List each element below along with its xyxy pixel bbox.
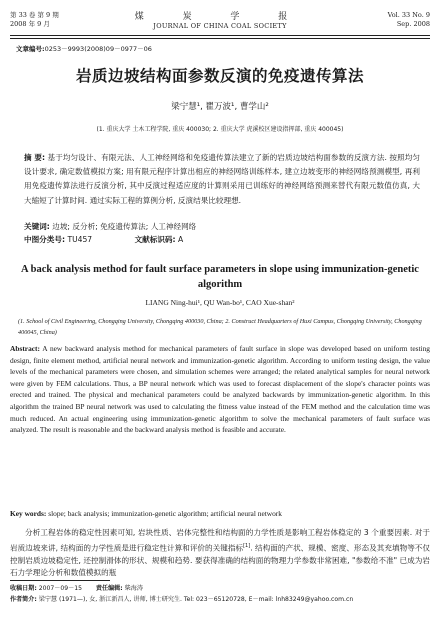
chinese-keywords-label: 关键词: <box>24 222 50 231</box>
english-authors: LIANG Ning-hui¹, QU Wan-bo¹, CAO Xue-shan² <box>145 298 295 307</box>
journal-title-en: JOURNAL OF CHINA COAL SOCIETY <box>153 22 287 30</box>
english-abstract-label: Abstract: <box>10 344 40 353</box>
journal-title-cn: 煤 炭 学 报 <box>134 12 306 22</box>
doc-code-label: 文献标识码: <box>134 235 176 244</box>
clc-value: TU457 <box>67 235 93 244</box>
body-paragraph <box>10 527 430 580</box>
english-abstract-text: A new backward analysis method for mechanical parameters of fault surface in slope was developed based on uniform testing design, finite element method, artificial neural network and immunization-genetic algorithm. According to uniform testing design, the value levels of the mechanical parameters were chosen, and simulation schemes were arranged; the related analytical samples for neural network were given by FEM calculations. Thus, a BP neural network which was used to forecast displacement of the slope's character points was erected and trained. The physical and mechanical parameters could be analyzed backwards by immunization-genetic algorithm. In this algorithm the trained BP neural network was used to calculating the fitness value instead of the FEM method and the calculation time was much reduced. An actual engineering using immunization-genetic algorithm to solve the mechanical parameters of fault surface was analyzed. The result is reasonable and the backward analysis method is feasible and accurate. <box>10 344 430 435</box>
volume-issue: 第 33 卷 第 9 期 <box>10 11 59 19</box>
doc-code-value: A <box>178 235 184 244</box>
running-header <box>10 9 430 41</box>
year-month: 2008 年 9 月 <box>10 20 50 28</box>
citation-ref[interactable]: [1] <box>243 542 251 549</box>
article-number <box>16 44 152 53</box>
body-text-part2: . 结构面的产状、规模、密度、形态及其充填物等不仅控制岩质边坡稳定性, 还控制滑体的形状、规模和趋势. 要获得准确的结构面的物理力学参数非常困难, "参数给不准" 已成为岩石力学理论分析和数值模拟的瓶 <box>10 543 431 578</box>
chinese-keywords <box>24 221 420 233</box>
header-rule-thick <box>10 35 430 36</box>
clc-label: 中图分类号: <box>24 235 66 244</box>
received-label: 收稿日期: <box>10 585 37 592</box>
received-date: 2007－09－15 <box>38 585 82 592</box>
volume-issue-en: Vol. 33 No. 9 <box>387 11 430 19</box>
author-bio: 梁宁慧 (1971—), 女, 浙江新昌人, 讲师, 博士研究生. Tel: 023－65120728, E－mail: lnh83249@yahoo.com.cn <box>38 595 354 603</box>
classification-codes <box>24 234 183 245</box>
chinese-title: 岩质边坡结构面参数反演的免疫遗传算法 <box>75 67 364 85</box>
english-keywords <box>10 509 430 518</box>
editor-label: 责任编辑: <box>95 585 123 592</box>
header-volume-en <box>388 11 430 29</box>
chinese-abstract-text: 基于均匀设计、有限元法、人工神经网络和免疫遗传算法建立了新的岩质边坡结构面参数的反演方法. 按照均匀设计要求, 确定数值模拟方案; 用有限元程序计算出相应的神经网络训练样本, 建立边坡变形的神经网络预测模型, 再利用免疫遗传算法进行反演分析, 其中反演过程适应度的计算则采用已训练好的神经网络预测来替代有限元数值仿真, 大大缩短了计算时间. 通过实际工程的算例分析, 反演结果比较理想. <box>24 153 420 205</box>
footnote-rule <box>10 580 110 581</box>
english-title: A back analysis method for fault surface parameters in slope using immunization-genetic algorithm <box>21 264 419 290</box>
footnote-line1 <box>10 584 430 595</box>
article-number-value: 0253－9993(2008)09－0977－06 <box>44 45 152 53</box>
english-affiliation: (1. School of Civil Engineering, Chongqing University, Chongqing 400030, China; 2. Construct Headquarters of Huxi Campus, Chongqing University, Chongqing 400045, China) <box>18 318 422 336</box>
article-number-label: 文章编号: <box>16 45 45 53</box>
chinese-affiliation: (1. 重庆大学 土木工程学院, 重庆 400030; 2. 重庆大学 虎溪校区建设指挥部, 重庆 400045) <box>96 126 344 133</box>
chinese-keywords-text: 边坡; 反分析; 免疫遗传算法; 人工神经网络 <box>52 222 197 231</box>
body-text-part1: 分析工程岩体的稳定性因素可知, 岩块性质、岩体完整性和结构面的力学性质是影响工程岩体稳定的 3 个重要因素. 对于岩质边坡来讲, 结构面的力学性质是进行稳定性计算和评价的关键指标 <box>10 528 430 553</box>
footnote-line2 <box>10 595 430 606</box>
english-keywords-text: slope; back analysis; immunization-genetic algorithm; artificial neural network <box>48 509 282 518</box>
footnote <box>10 584 430 605</box>
author-bio-label: 作者简介: <box>10 595 37 603</box>
english-abstract <box>10 343 430 436</box>
month-year-en: Sep. 2008 <box>396 20 430 28</box>
chinese-abstract-label: 摘 要: <box>24 153 46 162</box>
chinese-abstract <box>24 151 420 208</box>
editor-name: 柴海涛 <box>124 585 143 592</box>
header-rule-thin <box>10 38 430 39</box>
english-keywords-label: Key words: <box>10 509 47 518</box>
chinese-authors: 梁宁慧¹, 瞿万波¹, 曹学山² <box>171 102 269 112</box>
